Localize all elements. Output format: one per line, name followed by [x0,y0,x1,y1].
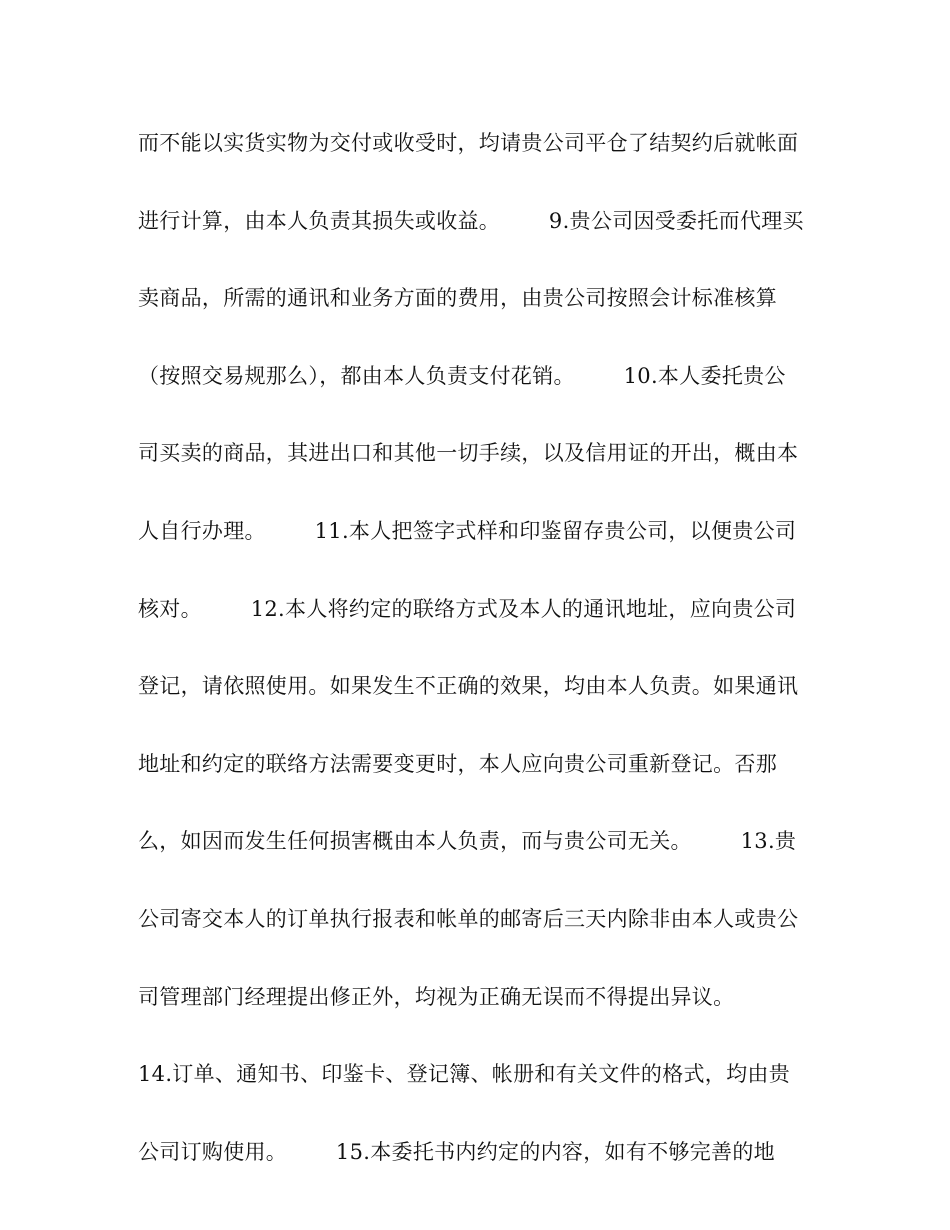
text-line: 公司订购使用。 15.本委托书内约定的内容，如有不够完善的地 [138,1139,775,1164]
text-line: （按照交易规那么），都由本人负责支付花销。 10.本人委托贵公 [138,363,786,388]
text-line: 14.订单、通知书、印鉴卡、登记簿、帐册和有关文件的格式，均由贵 [138,1062,790,1087]
text-line: 人自行办理。 11.本人把签字式样和印鉴留存贵公司，以便贵公司 [138,518,797,543]
text-line: 而不能以实货实物为交付或收受时，均请贵公司平仓了结契约后就帐面 [138,131,799,155]
text-line: 卖商品，所需的通讯和业务方面的费用，由贵公司按照会计标准核算 [138,286,777,311]
text-line: 么，如因而发生任何损害概由本人负责，而与贵公司无关。 13.贵 [138,829,797,854]
text-line: 司管理部门经理提出修正外，均视为正确无误而不得提出异议。 [138,984,735,1009]
document-body [138,117,828,1203]
text-line: 进行计算，由本人负责其损失或收益。 9.贵公司因受委托而代理买 [138,208,804,233]
text-line: 司买卖的商品，其进出口和其他一切手续，以及信用证的开出，概由本 [138,441,799,466]
text-line: 核对。 12.本人将约定的联络方式及本人的通讯地址，应向贵公司 [138,596,797,621]
text-line: 公司寄交本人的订单执行报表和帐单的邮寄后三天内除非由本人或贵公 [138,906,799,931]
text-line: 登记，请依照使用。如果发生不正确的效果，均由本人负责。如果通讯 [138,674,799,699]
text-line: 地址和约定的联络方法需要变更时，本人应向贵公司重新登记。否那 [138,751,777,776]
